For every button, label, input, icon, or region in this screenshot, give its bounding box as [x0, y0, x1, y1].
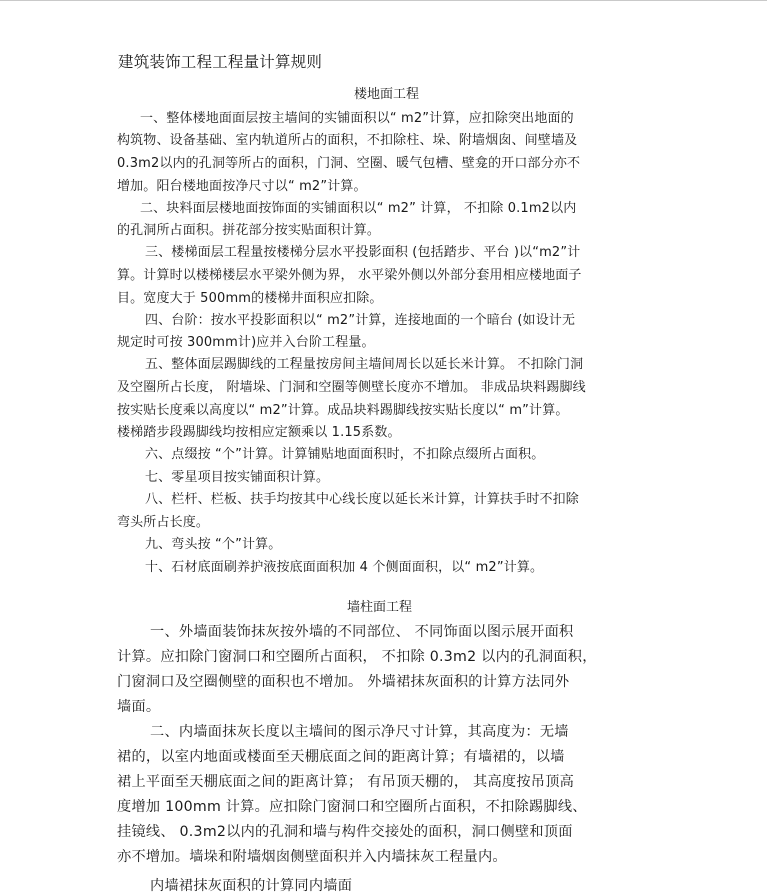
paragraph-line: 二、内墙面抹灰长度以主墙间的图示净尺寸计算，其高度为：无墙 — [150, 724, 569, 740]
paragraph-line: 一、外墙面装饰抹灰按外墙的不同部位、 不同饰面以图示展开面积 — [150, 624, 574, 640]
paragraph-line: 的孔洞所占面积。拼花部分按实贴面积计算。 — [117, 223, 381, 238]
paragraph-line: 十、石材底面刷养护液按底面面积加 4 个侧面面积，以“ m2”计算。 — [145, 560, 544, 575]
paragraph-line: 二、块料面层楼地面按饰面的实铺面积以“ m2” 计算， 不扣除 0.1m2以内 — [140, 201, 577, 216]
document-title: 建筑装饰工程工程量计算规则 — [118, 53, 323, 71]
paragraph-line: 挂镜线、 0.3m2以内的孔洞和墙与构件交接处的面积，洞口侧壁和顶面 — [117, 824, 573, 840]
paragraph-line: 四、台阶：按水平投影面积以“ m2”计算，连接地面的一个暗台 (如设计无 — [145, 313, 576, 328]
section-heading-wall: 墙柱面工程 — [347, 600, 413, 615]
paragraph-line: 构筑物、设备基础、室内轨道所占的面积，不扣除柱、垛、附墙烟囱、间壁墙及 — [117, 133, 578, 148]
paragraph-line: 楼梯踏步段踢脚线均按相应定额乘以 1.15系数。 — [117, 425, 401, 440]
paragraph-line: 一、整体楼地面面层按主墙间的实铺面积以“ m2”计算，应扣除突出地面的 — [140, 111, 574, 126]
paragraph-line: 亦不增加。墙垛和附墙烟囱侧壁面积并入内墙抹灰工程量内。 — [117, 849, 507, 865]
paragraph-line: 门窗洞口及空圈侧壁的面积也不增加。 外墙裙抹灰面积的计算方法同外 — [117, 674, 570, 690]
paragraph-line: 规定时可按 300mm计)应并入台阶工程量。 — [117, 335, 375, 350]
paragraph-line: 增加。阳台楼地面按净尺寸以“ m2”计算。 — [117, 179, 367, 194]
paragraph-line-cut-off: 内墙裙抹灰面积的计算同内墙面 — [150, 878, 353, 894]
paragraph-line: 裙的，以室内地面或楼面至天棚底面之间的距离计算；有墙裙的，以墙 — [117, 749, 565, 765]
paragraph-line: 墙面。 — [117, 699, 161, 715]
section-heading-floor: 楼地面工程 — [354, 87, 420, 102]
paragraph-line: 九、弯头按 “个”计算。 — [145, 537, 282, 552]
paragraph-line: 按实贴长度乘以高度以“ m2”计算。成品块料踢脚线按实贴长度以“ m”计算。 — [117, 403, 569, 418]
paragraph-line: 五、整体面层踢脚线的工程量按房间主墙间周长以延长米计算。 不扣除门洞 — [145, 357, 584, 372]
paragraph-line: 裙上平面至天棚底面之间的距离计算； 有吊顶天棚的， 其高度按吊顶高 — [117, 774, 575, 790]
paragraph-line: 七、零星项目按实铺面积计算。 — [145, 470, 330, 485]
paragraph-line: 三、楼梯面层工程量按楼梯分层水平投影面积 (包括踏步、平台 )以“m2”计 — [145, 245, 581, 260]
paragraph-line: 八、栏杆、栏板、扶手均按其中心线长度以延长米计算，计算扶手时不扣除 — [145, 492, 579, 507]
paragraph-line: 度增加 100mm 计算。应扣除门窗洞口和空圈所占面积，不扣除踢脚线、 — [117, 799, 587, 815]
paragraph-line: 0.3m2以内的孔洞等所占的面积，门洞、空圈、暖气包槽、壁龛的开口部分亦不 — [117, 156, 581, 171]
paragraph-line: 六、点缀按 “个”计算。计算铺贴地面面积时，不扣除点缀所占面积。 — [145, 447, 545, 462]
paragraph-line: 弯头所占长度。 — [117, 515, 210, 530]
paragraph-line: 算。计算时以楼梯楼层水平梁外侧为界， 水平梁外侧以外部分套用相应楼地面子 — [117, 268, 582, 283]
paragraph-line: 目。宽度大于 500mm的楼梯井面积应扣除。 — [117, 291, 383, 306]
paragraph-line: 及空圈所占长度， 附墙垛、门洞和空圈等侧壁长度亦不增加。 非成品块料踢脚线 — [117, 380, 586, 395]
paragraph-line: 计算。应扣除门窗洞口和空圈所占面积， 不扣除 0.3m2 以内的孔洞面积， — [117, 649, 597, 665]
